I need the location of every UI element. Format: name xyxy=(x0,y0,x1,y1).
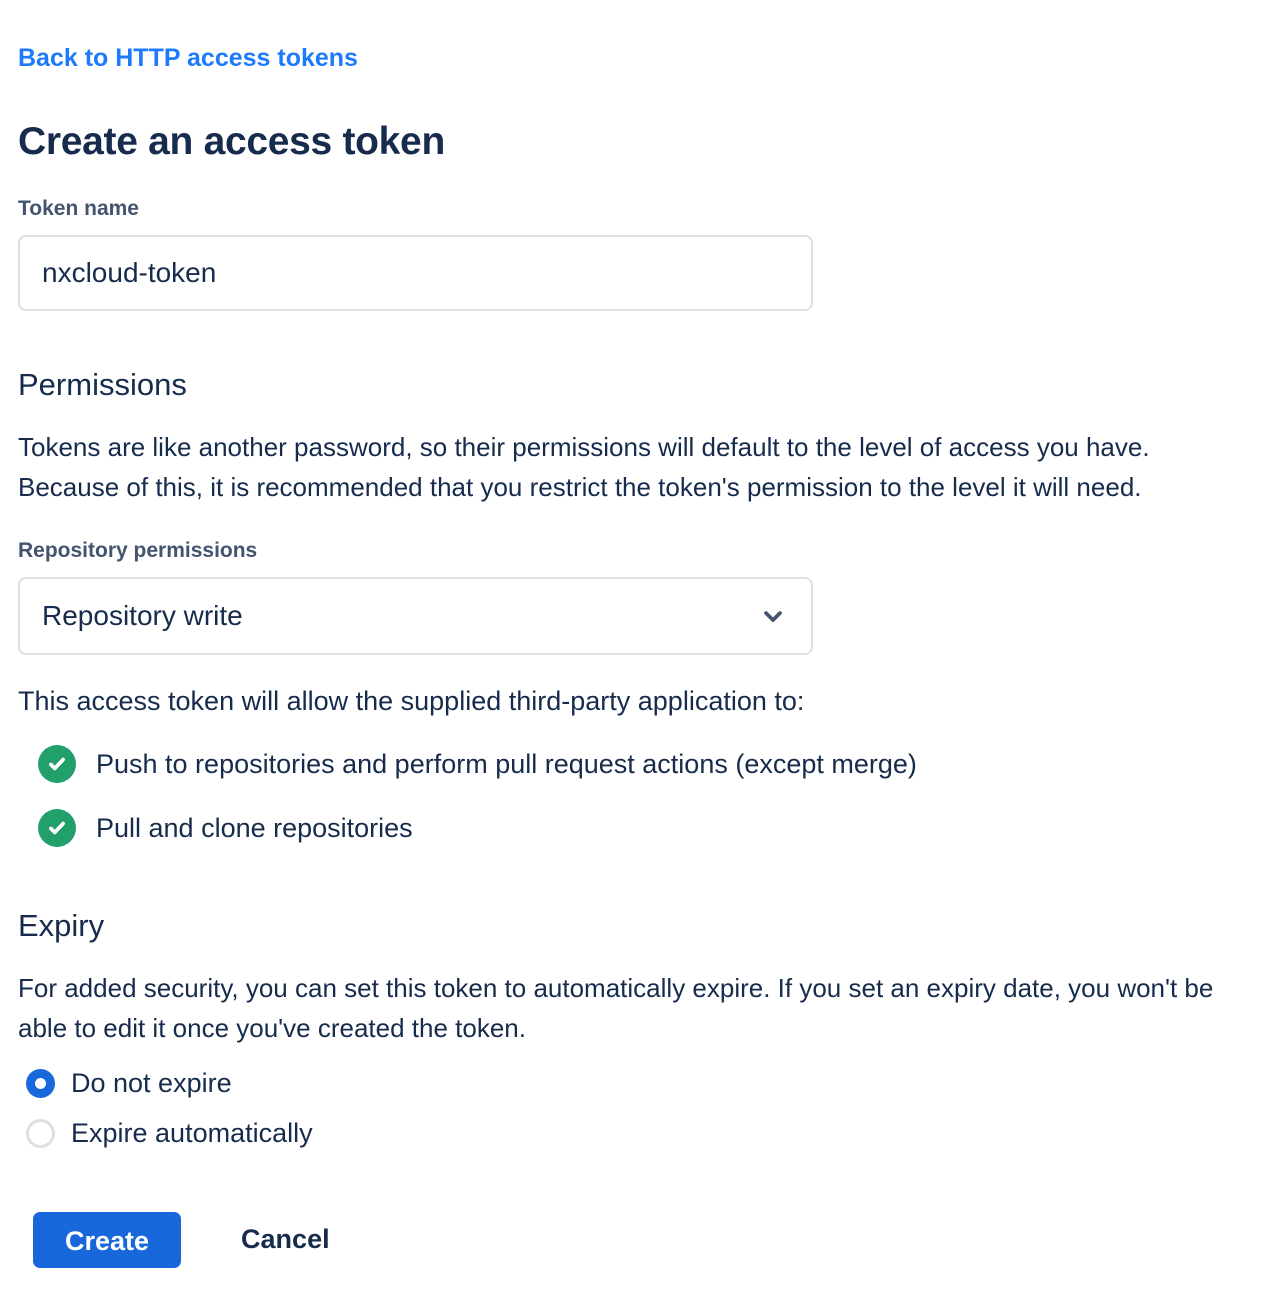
cancel-button[interactable]: Cancel xyxy=(225,1210,346,1269)
permissions-heading: Permissions xyxy=(18,366,187,402)
capability-row xyxy=(38,745,1256,783)
allow-intro-text: This access token will allow the supplied third-party application to: xyxy=(18,686,805,717)
chevron-down-icon xyxy=(759,602,787,630)
radio-button-icon[interactable] xyxy=(26,1069,55,1098)
capability-text: Push to repositories and perform pull request actions (except merge) xyxy=(96,748,917,779)
expiry-description: For added security, you can set this token to automatically expire. If you set an expiry date, you won't be able to edit it once you've created the token. xyxy=(18,973,1214,1044)
radio-button-icon[interactable] xyxy=(26,1119,55,1148)
radio-label: Do not expire xyxy=(71,1068,232,1099)
token-name-input[interactable] xyxy=(18,235,813,311)
permissions-section xyxy=(18,366,1256,847)
check-circle-icon xyxy=(38,809,76,847)
capability-text: Pull and clone repositories xyxy=(96,812,413,843)
check-circle-icon xyxy=(38,745,76,783)
radio-label: Expire automatically xyxy=(71,1118,313,1149)
expiry-heading: Expiry xyxy=(18,908,105,944)
expiry-section xyxy=(18,907,1256,1149)
capability-row xyxy=(38,809,1256,847)
repository-permissions-label: Repository permissions xyxy=(18,538,258,562)
repository-permissions-selected-value: Repository write xyxy=(42,600,243,632)
create-button[interactable]: Create xyxy=(33,1212,181,1268)
back-to-http-access-tokens-link[interactable]: Back to HTTP access tokens xyxy=(18,44,358,72)
page-title: Create an access token xyxy=(18,119,445,163)
token-name-label: Token name xyxy=(18,196,139,220)
repository-permissions-select[interactable] xyxy=(18,577,813,655)
radio-option-do-not-expire[interactable] xyxy=(26,1068,1256,1099)
permissions-description: Tokens are like another password, so their permissions will default to the level of access you have. Because of this, it is recommended that you restrict the token's permission to the level it will need. xyxy=(18,431,1150,502)
radio-option-expire-automatically[interactable] xyxy=(26,1118,1256,1149)
form-actions xyxy=(33,1210,1256,1269)
